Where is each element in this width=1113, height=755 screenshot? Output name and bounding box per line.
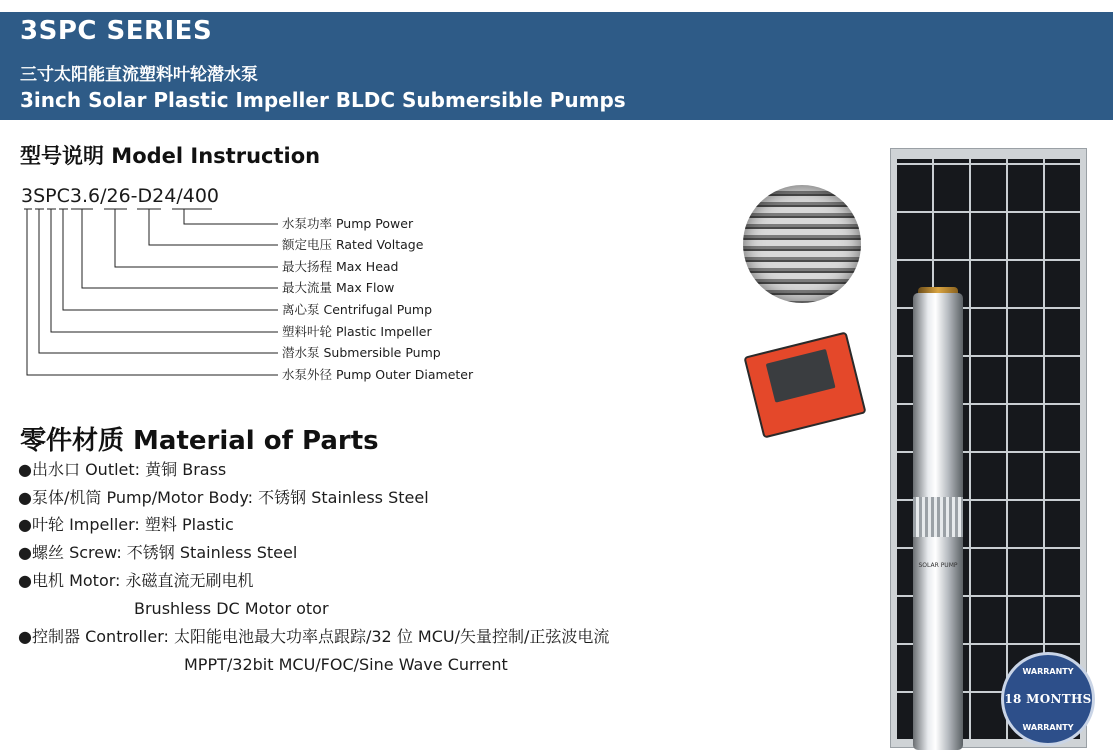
legend-submersible-pump: 潜水泵 Submersible Pump bbox=[282, 345, 441, 360]
bullet-icon: ● bbox=[18, 571, 32, 590]
controller-image bbox=[743, 331, 866, 438]
parts-motor-continuation: Brushless DC Motor otor bbox=[134, 599, 329, 618]
legend-max-head: 最大扬程 Max Head bbox=[282, 259, 399, 274]
legend-pump-outer-diameter: 水泵外径 Pump Outer Diameter bbox=[282, 367, 474, 382]
parts-item-screw: ●螺丝 Screw: 不锈钢 Stainless Steel bbox=[18, 543, 298, 562]
material-of-parts-heading: 零件材质 Material of Parts bbox=[20, 426, 379, 456]
product-title-cn: 三寸太阳能直流塑料叶轮潜水泵 bbox=[20, 65, 258, 85]
parts-item-motor: ●电机 Motor: 永磁直流无刷电机 bbox=[18, 571, 254, 590]
bullet-icon: ● bbox=[18, 488, 32, 507]
legend-plastic-impeller: 塑料叶轮 Plastic Impeller bbox=[282, 324, 432, 339]
parts-item-controller: ●控制器 Controller: 太阳能电池最大功率点跟踪/32 位 MCU/矢量控制/正弦波电流 bbox=[18, 627, 610, 646]
legend-pump-power: 水泵功率 Pump Power bbox=[282, 216, 414, 231]
badge-top-text: WARRANTY bbox=[1022, 667, 1074, 676]
parts-item-impeller: ●叶轮 Impeller: 塑料 Plastic bbox=[18, 515, 234, 534]
product-title-en: 3inch Solar Plastic Impeller BLDC Submersible Pumps bbox=[20, 88, 626, 112]
series-title: 3SPC SERIES bbox=[20, 16, 213, 46]
parts-item-outlet: ●出水口 Outlet: 黄铜 Brass bbox=[18, 460, 227, 479]
model-code: 3SPC3.6/26-D24/400 bbox=[21, 185, 219, 207]
warranty-badge bbox=[1001, 652, 1095, 746]
legend-rated-voltage: 额定电压 Rated Voltage bbox=[282, 237, 424, 252]
parts-controller-continuation: MPPT/32bit MCU/FOC/Sine Wave Current bbox=[184, 655, 508, 674]
badge-bottom-text: WARRANTY bbox=[1022, 723, 1074, 732]
legend-max-flow: 最大流量 Max Flow bbox=[282, 280, 395, 295]
model-instruction-heading: 型号说明 Model Instruction bbox=[20, 144, 321, 168]
pump-strainer-image bbox=[913, 497, 963, 537]
bullet-icon: ● bbox=[18, 515, 32, 534]
bullet-icon: ● bbox=[18, 543, 32, 562]
bullet-icon: ● bbox=[18, 460, 32, 479]
badge-months-text: 18 MONTHS bbox=[1004, 692, 1092, 706]
legend-centrifugal-pump: 离心泵 Centrifugal Pump bbox=[282, 302, 433, 317]
parts-item-body: ●泵体/机筒 Pump/Motor Body: 不锈钢 Stainless Steel bbox=[18, 488, 429, 507]
bullet-icon: ● bbox=[18, 627, 32, 646]
pump-label: SOLAR PUMP bbox=[918, 562, 958, 569]
model-code-diagram bbox=[0, 0, 480, 400]
impeller-image bbox=[743, 185, 861, 303]
